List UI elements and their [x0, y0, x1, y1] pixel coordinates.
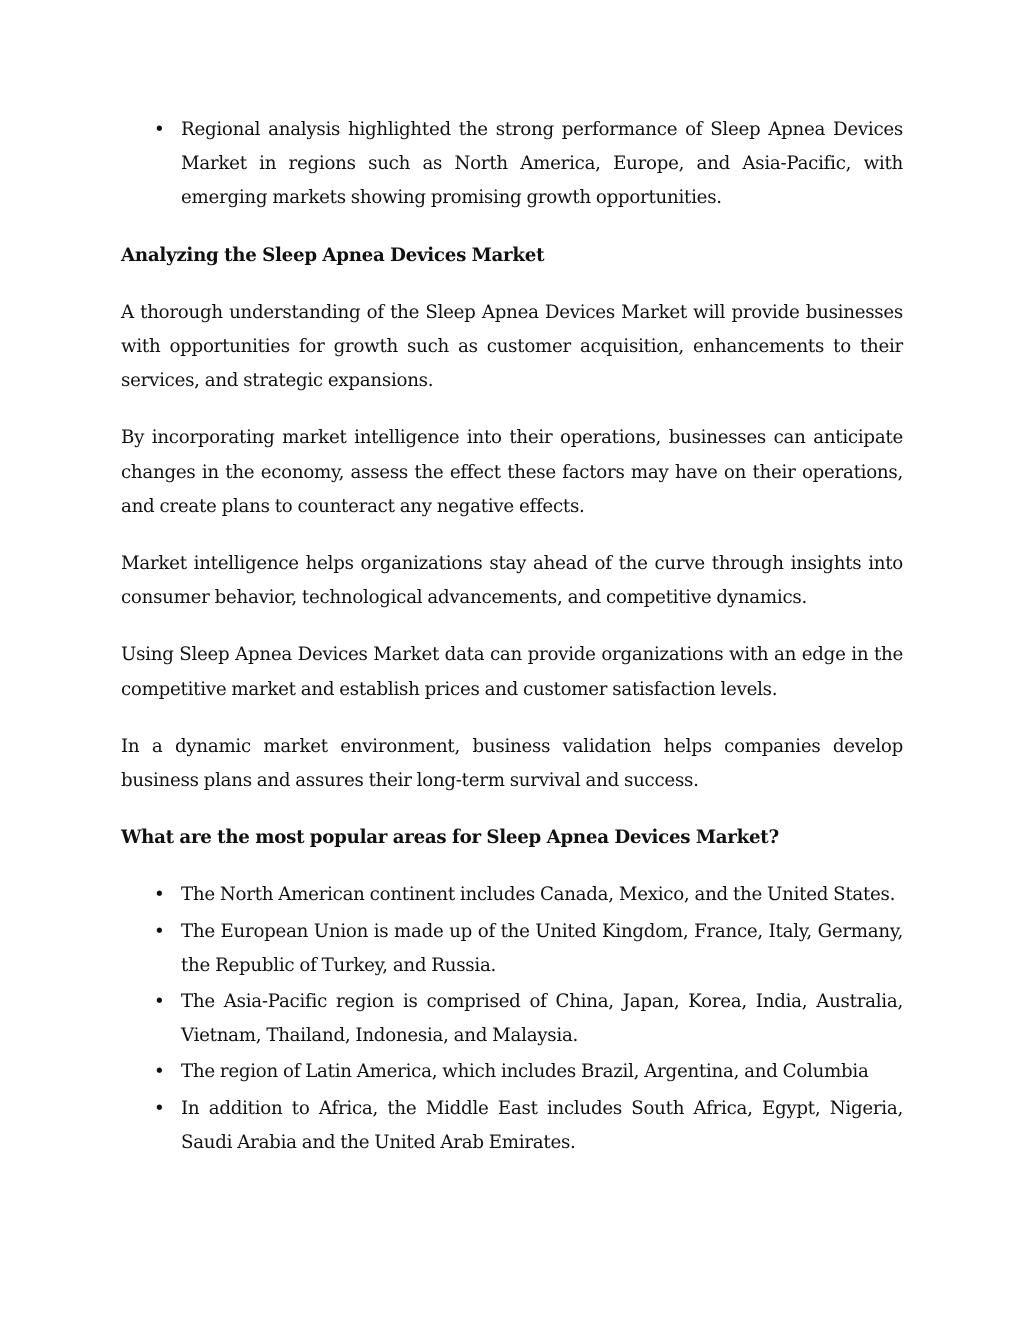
bullet-icon: • — [154, 119, 165, 140]
bullet-icon: • — [154, 991, 165, 1013]
list-item-text: The European Union is made up of the United Kingdom, France, Italy, Germany, the Republic of Turkey, and Russia. — [181, 920, 903, 976]
list-item — [121, 878, 903, 912]
bullet-icon: • — [154, 1061, 165, 1083]
list-item — [121, 1092, 903, 1160]
list-item-text: The region of Latin America, which includes Brazil, Argentina, and Columbia — [181, 1061, 869, 1083]
list-item — [121, 113, 903, 216]
popular-areas-list — [121, 878, 903, 1160]
section-heading-popular-areas: What are the most popular areas for Sleep Apnea Devices Market? — [121, 827, 779, 849]
paragraph: Using Sleep Apnea Devices Market data can provide organizations with an edge in the competitive market and establish prices and customer satisfaction levels. — [121, 644, 903, 700]
paragraph: A thorough understanding of the Sleep Apnea Devices Market will provide businesses with opportunities for growth such as customer acquisition, enhancements to their services, and strategic expansions. — [121, 301, 903, 392]
section-heading-analyzing: Analyzing the Sleep Apnea Devices Market — [121, 244, 545, 266]
bullet-icon: • — [154, 920, 165, 942]
list-item — [121, 985, 903, 1053]
list-item — [121, 1055, 903, 1089]
bullet-icon: • — [154, 1097, 165, 1119]
list-item-text: Regional analysis highlighted the strong performance of Sleep Apnea Devices Market in regions such as North America, Europe, and Asia-Pacific, with emerging markets showing promising growth opportunities. — [181, 119, 903, 209]
paragraph: Market intelligence helps organizations stay ahead of the curve through insights into consumer behavior, technological advancements, and competitive dynamics. — [121, 553, 903, 609]
paragraph: By incorporating market intelligence into their operations, businesses can anticipate changes in the economy, assess the effect these factors may have on their operations, and create plans to counteract any negative effects. — [121, 427, 903, 517]
bullet-icon: • — [154, 884, 165, 906]
list-item-text: The North American continent includes Canada, Mexico, and the United States. — [181, 884, 896, 906]
list-item — [121, 915, 903, 983]
document-page — [121, 113, 903, 1162]
paragraph: In a dynamic market environment, business validation helps companies develop business plans and assures their long-term survival and success. — [121, 735, 903, 792]
list-item-text: In addition to Africa, the Middle East includes South Africa, Egypt, Nigeria, Saudi Arabia and the United Arab Emirates. — [181, 1097, 903, 1153]
list-item-text: The Asia-Pacific region is comprised of China, Japan, Korea, India, Australia, Vietnam, Thailand, Indonesia, and Malaysia. — [181, 991, 903, 1047]
regional-analysis-list — [121, 113, 903, 216]
